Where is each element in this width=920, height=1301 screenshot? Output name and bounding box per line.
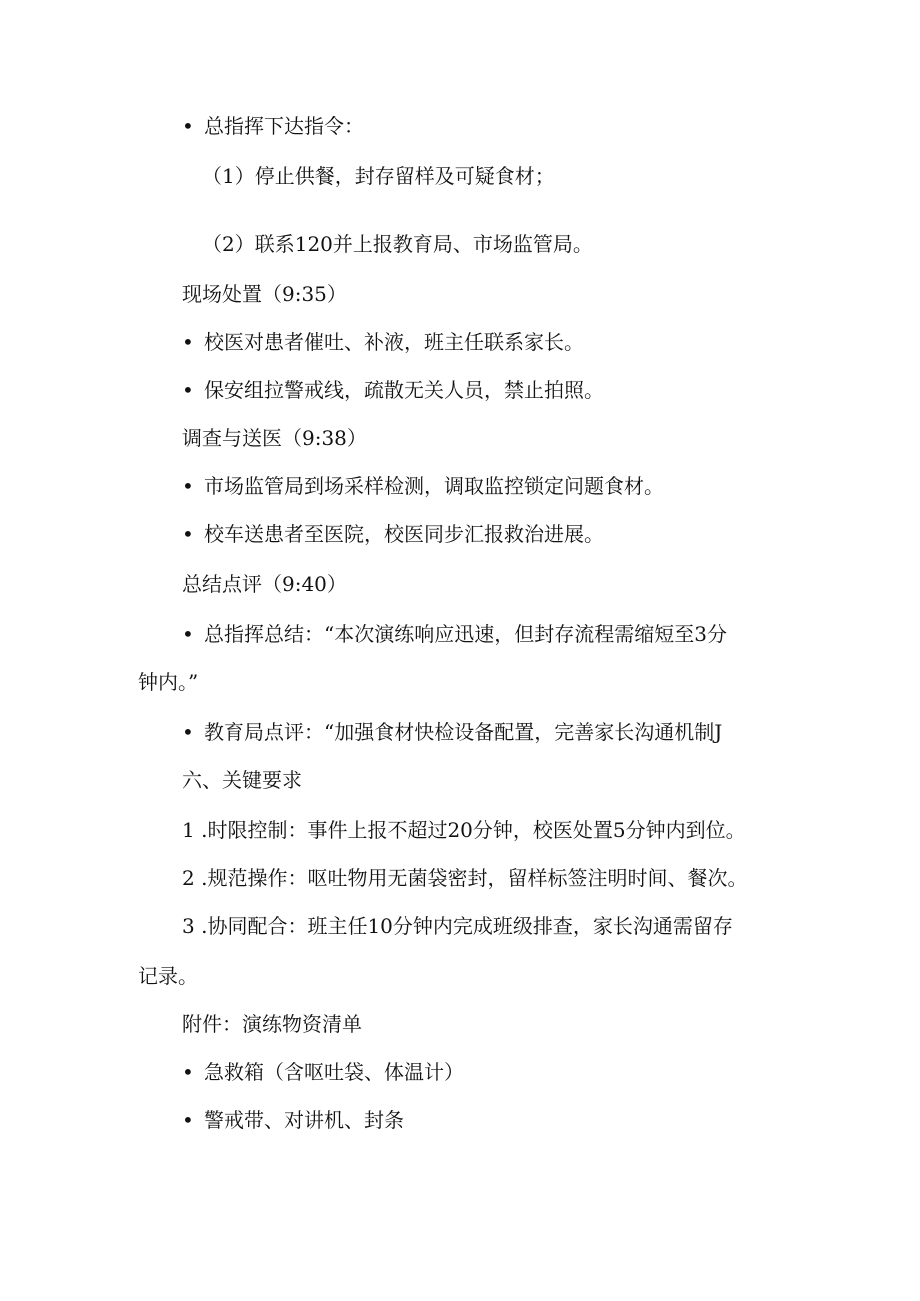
section-heading (182, 570, 347, 598)
section-heading (182, 1010, 362, 1038)
list-item (182, 472, 664, 500)
line-text: 总指挥下达指令： (204, 114, 364, 138)
section-heading (182, 766, 302, 794)
line-text: （1）停止供餐，封存留样及可疑食材； (202, 164, 555, 188)
numbered-item (182, 816, 746, 844)
line-text: 现场处置（9:35） (182, 282, 347, 306)
line-text: 保安组拉警戒线，疏散无关人员，禁止拍照。 (204, 378, 604, 402)
list-item (182, 620, 727, 648)
list-item (182, 1058, 464, 1086)
bullet-icon: • (182, 378, 194, 402)
bullet-icon: • (182, 114, 194, 138)
list-item (182, 718, 722, 746)
continuation-line (138, 962, 198, 990)
list-item (182, 112, 364, 140)
bullet-icon: • (182, 474, 194, 498)
section-heading (182, 280, 347, 308)
list-item (182, 520, 604, 548)
bullet-icon: • (182, 720, 194, 744)
continuation-line (138, 668, 198, 696)
line-text: 警戒带、对讲机、封条 (204, 1108, 404, 1132)
bullet-icon: • (182, 522, 194, 546)
line-text: 2 .规范操作：呕吐物用无菌袋密封，留样标签注明时间、餐次。 (182, 866, 748, 890)
bullet-icon: • (182, 622, 194, 646)
line-text: 总结点评（9:40） (182, 572, 347, 596)
line-text: 校医对患者催吐、补液，班主任联系家长。 (204, 330, 584, 354)
bullet-icon: • (182, 1060, 194, 1084)
sub-item (202, 162, 555, 190)
numbered-item (182, 864, 747, 892)
bullet-icon: • (182, 1108, 194, 1132)
list-item (182, 376, 604, 404)
line-text: 教育局点评：“加强食材快检设备配置，完善家长沟通机制J (204, 720, 723, 744)
list-item (182, 328, 584, 356)
sub-item (202, 230, 593, 258)
line-text: 急救箱（含呕吐袋、体温计） (204, 1060, 464, 1084)
line-text: 总指挥总结：“本次演练响应迅速，但封存流程需缩短至3分 (204, 622, 727, 646)
line-text: 六、关键要求 (182, 768, 302, 792)
line-text: 3 .协同配合：班主任10分钟内完成班级排查，家长沟通需留存 (182, 914, 733, 938)
line-text: 记录。 (138, 964, 198, 988)
line-text: 校车送患者至医院，校医同步汇报救治进展。 (204, 522, 604, 546)
line-text: 1 .时限控制：事件上报不超过20分钟，校医处置5分钟内到位。 (182, 818, 746, 842)
line-text: 钟内。” (138, 670, 199, 694)
numbered-item (182, 912, 733, 940)
line-text: 调查与送医（9:38） (182, 426, 367, 450)
list-item (182, 1106, 404, 1134)
section-heading (182, 424, 367, 452)
bullet-icon: • (182, 330, 194, 354)
line-text: 附件：演练物资清单 (182, 1012, 362, 1036)
line-text: （2）联系120并上报教育局、市场监管局。 (202, 232, 593, 256)
line-text: 市场监管局到场采样检测，调取监控锁定问题食材。 (204, 474, 664, 498)
